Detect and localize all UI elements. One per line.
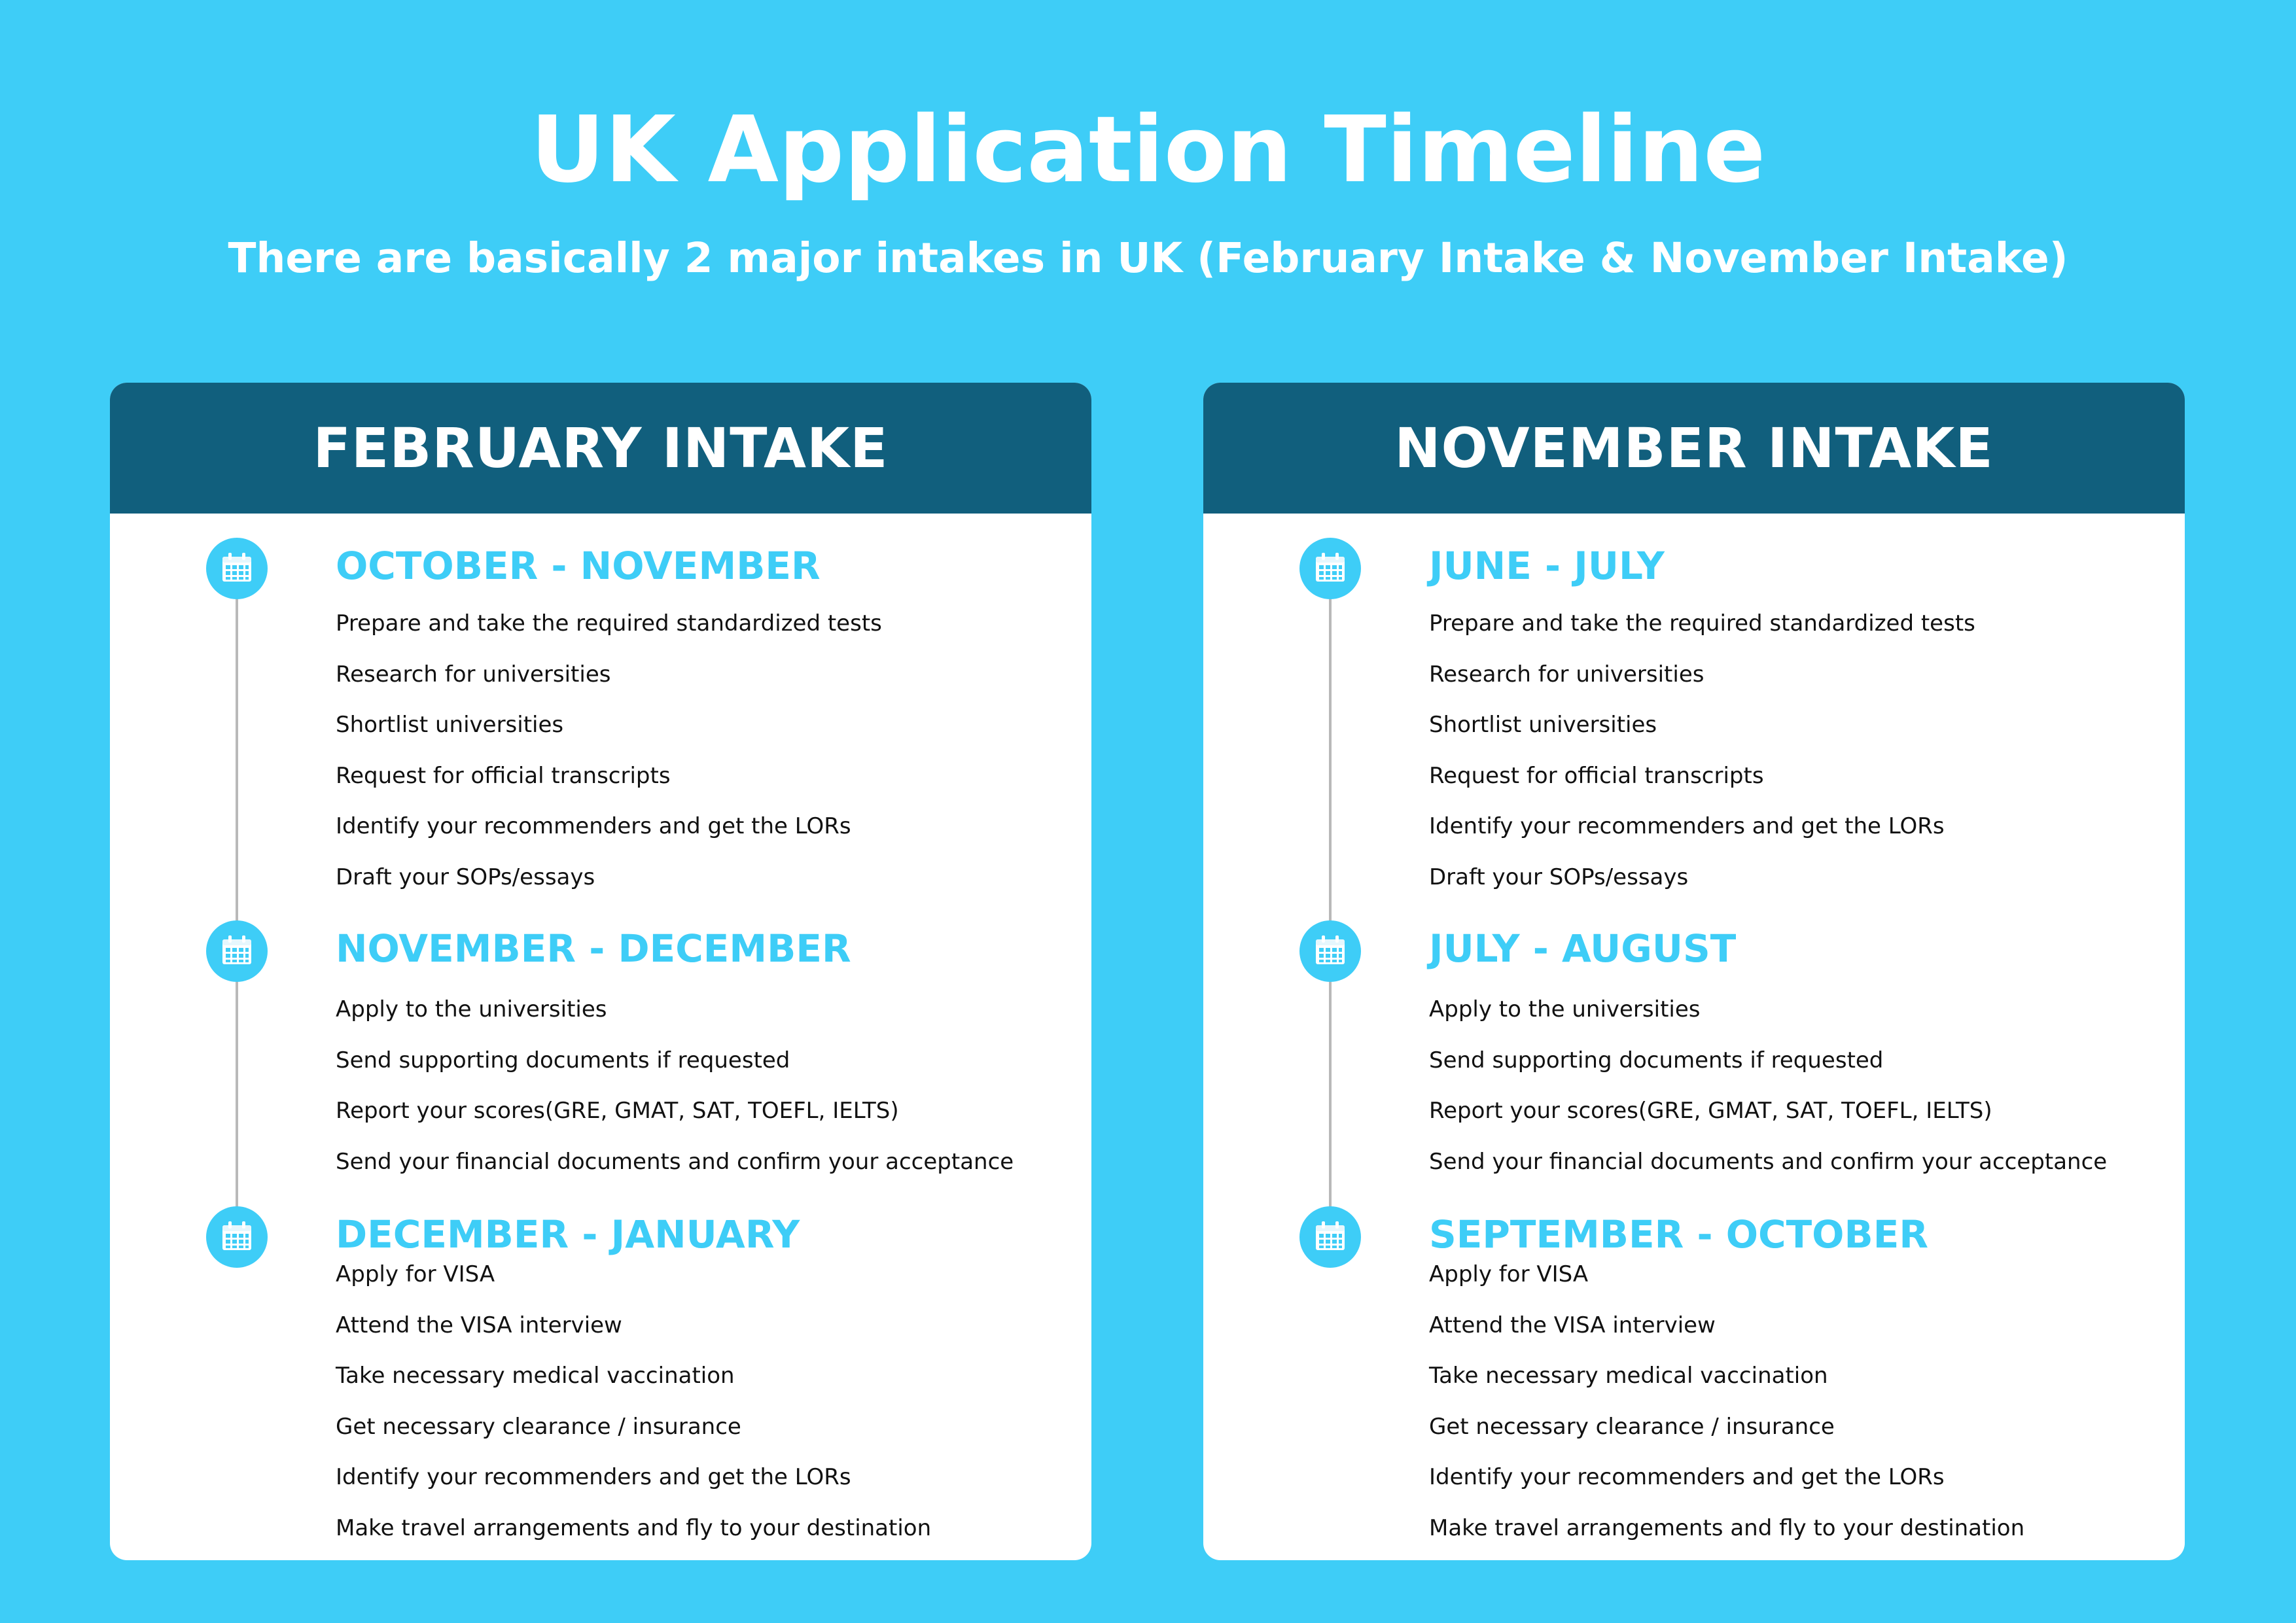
page-subtitle: There are basically 2 major intakes in UK (February Intake & November Intake) xyxy=(228,234,2068,282)
task-list xyxy=(1429,610,2162,890)
november-intake-card xyxy=(1203,383,2185,1560)
page-title: UK Application Timeline xyxy=(530,97,1766,203)
task-item: Report your scores(GRE, GMAT, SAT, TOEFL, IELTS) xyxy=(1429,1098,1992,1124)
period-title: JULY - AUGUST xyxy=(1429,926,1737,971)
period-title: OCTOBER - NOVEMBER xyxy=(336,544,821,588)
task-list xyxy=(336,1261,1069,1541)
calendar-icon xyxy=(206,538,268,599)
task-item: Get necessary clearance / insurance xyxy=(336,1413,741,1440)
task-item: Request for official transcripts xyxy=(336,762,671,789)
calendar-icon-graphic xyxy=(221,1220,253,1253)
task-item: Attend the VISA interview xyxy=(1429,1312,1716,1338)
task-item: Send supporting documents if requested xyxy=(1429,1047,1884,1073)
task-item: Draft your SOPs/essays xyxy=(1429,864,1689,890)
calendar-icon-graphic xyxy=(1314,1220,1347,1253)
task-item: Shortlist universities xyxy=(336,712,564,738)
task-item: Make travel arrangements and fly to your destination xyxy=(336,1514,932,1541)
task-item: Take necessary medical vaccination xyxy=(336,1363,735,1389)
calendar-icon xyxy=(1299,920,1361,982)
task-item: Apply to the universities xyxy=(1429,996,1701,1022)
task-item: Apply for VISA xyxy=(336,1261,495,1287)
task-list xyxy=(1429,1261,2162,1541)
task-item: Attend the VISA interview xyxy=(336,1312,622,1338)
calendar-icon-graphic xyxy=(1314,551,1347,584)
calendar-icon-graphic xyxy=(221,551,253,584)
period-title: DECEMBER - JANUARY xyxy=(336,1212,800,1257)
task-item: Apply for VISA xyxy=(1429,1261,1589,1287)
task-item: Identify your recommenders and get the LORs xyxy=(1429,813,1945,839)
period-block xyxy=(336,1208,1069,1560)
task-item: Request for official transcripts xyxy=(1429,762,1764,789)
intake-header: FEBRUARY INTAKE xyxy=(110,383,1091,514)
task-item: Shortlist universities xyxy=(1429,712,1657,738)
task-item: Identify your recommenders and get the LORs xyxy=(1429,1464,1945,1490)
task-item: Apply to the universities xyxy=(336,996,607,1022)
period-title: NOVEMBER - DECEMBER xyxy=(336,926,851,971)
task-item: Prepare and take the required standardized tests xyxy=(1429,610,1975,637)
task-item: Identify your recommenders and get the LORs xyxy=(336,1464,851,1490)
calendar-icon xyxy=(1299,538,1361,599)
period-block xyxy=(336,540,1069,915)
intake-header: NOVEMBER INTAKE xyxy=(1203,383,2185,514)
task-item: Make travel arrangements and fly to your destination xyxy=(1429,1514,2025,1541)
period-block xyxy=(1429,922,2162,1199)
calendar-icon-graphic xyxy=(1314,934,1347,967)
task-item: Report your scores(GRE, GMAT, SAT, TOEFL, IELTS) xyxy=(336,1098,899,1124)
task-item: Prepare and take the required standardized tests xyxy=(336,610,882,637)
period-title: SEPTEMBER - OCTOBER xyxy=(1429,1212,1928,1257)
task-item: Research for universities xyxy=(336,661,611,688)
period-block xyxy=(336,922,1069,1199)
period-block xyxy=(1429,1208,2162,1560)
period-title: JUNE - JULY xyxy=(1429,544,1665,588)
task-list xyxy=(1429,996,2162,1175)
timeline-line xyxy=(236,569,238,1259)
task-item: Send your financial documents and confirm your acceptance xyxy=(1429,1148,2108,1175)
calendar-icon-graphic xyxy=(221,934,253,967)
february-intake-card xyxy=(110,383,1091,1560)
task-list xyxy=(336,996,1069,1175)
calendar-icon xyxy=(1299,1206,1361,1268)
period-block xyxy=(1429,540,2162,915)
task-item: Take necessary medical vaccination xyxy=(1429,1363,1828,1389)
task-item: Send your financial documents and confirm your acceptance xyxy=(336,1148,1014,1175)
task-item: Identify your recommenders and get the LORs xyxy=(336,813,851,839)
task-item: Send supporting documents if requested xyxy=(336,1047,790,1073)
calendar-icon xyxy=(206,1206,268,1268)
timeline-line xyxy=(1329,569,1332,1259)
calendar-icon xyxy=(206,920,268,982)
task-item: Get necessary clearance / insurance xyxy=(1429,1413,1835,1440)
task-list xyxy=(336,610,1069,890)
task-item: Research for universities xyxy=(1429,661,1704,688)
task-item: Draft your SOPs/essays xyxy=(336,864,595,890)
